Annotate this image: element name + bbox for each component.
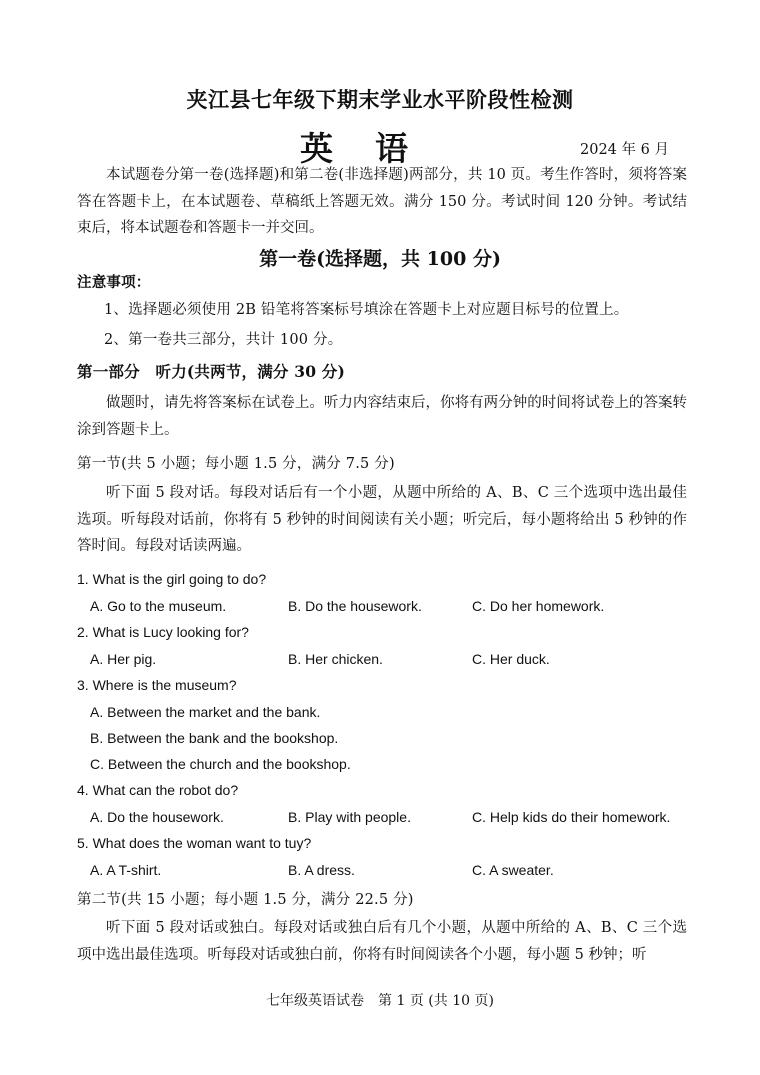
section2-heading: 第二节(共 15 小题；每小题 1.5 分，满分 22.5 分): [77, 892, 414, 908]
section1-heading: 第一节(共 5 小题；每小题 1.5 分，满分 7.5 分): [77, 456, 395, 472]
exam-title: 夹江县七年级下期末学业水平阶段性检测: [186, 87, 574, 112]
question-2-option-c: C. Her duck.: [472, 651, 550, 667]
question-4-option-a: A. Do the housework.: [90, 809, 224, 825]
notice-item-1: 1、选择题必须使用 2B 铅笔将答案标号填涂在答题卡上对应题目标号的位置上。: [104, 302, 629, 318]
question-4-option-c: C. Help kids do their homework.: [472, 809, 671, 825]
question-1-option-b: B. Do the housework.: [288, 598, 422, 614]
exam-date: 2024 年 6 月: [580, 142, 669, 158]
question-2-option-b: B. Her chicken.: [288, 651, 383, 667]
question-3-option-c: C. Between the church and the bookshop.: [90, 756, 351, 772]
question-1-option-c: C. Do her homework.: [472, 598, 605, 614]
question-2-stem: 2. What is Lucy looking for?: [77, 624, 249, 640]
question-5-option-b: B. A dress.: [288, 862, 355, 878]
question-5-stem: 5. What does the woman want to tuy?: [77, 835, 312, 851]
question-4-option-b: B. Play with people.: [288, 809, 411, 825]
question-5-option-a: A. A T-shirt.: [90, 862, 162, 878]
part1-heading: 第一部分 听力(共两节，满分 30 分): [77, 362, 346, 381]
question-1-option-a: A. Go to the museum.: [90, 598, 227, 614]
question-4-stem: 4. What can the robot do?: [77, 782, 239, 798]
notice-item-2: 2、第一卷共三部分，共计 100 分。: [104, 332, 343, 348]
question-5-option-c: C. A sweater.: [472, 862, 554, 878]
section2-instruction: 听下面 5 段对话或独白。每段对话或独白后有几个小题，从题中所给的 A、B、C 三个选项中选出最佳选项。听每段对话或独白前，你将有时间阅读各个小题，每小题 5 秒钟；听: [77, 920, 687, 963]
question-1-stem: 1. What is the girl going to do?: [77, 571, 267, 587]
section1-instruction: 听下面 5 段对话。每段对话后有一个小题，从题中所给的 A、B、C 三个选项中选出最佳选项。听每段对话前，你将有 5 秒钟的时间阅读有关小题；听完后，每小题将给出 5 秒钟的作答时间。每段对话读两遍。: [77, 485, 687, 554]
page-footer: 七年级英语试卷 第 1 页 (共 10 页): [266, 993, 494, 1009]
subject-title: 英语: [300, 129, 450, 168]
question-3-option-a: A. Between the market and the bank.: [90, 704, 321, 720]
notice-heading: 注意事项：: [77, 274, 151, 291]
question-3-option-b: B. Between the bank and the bookshop.: [90, 730, 339, 746]
question-2-option-a: A. Her pig.: [90, 651, 157, 667]
question-3-stem: 3. Where is the museum?: [77, 677, 237, 693]
volume-title: 第一卷(选择题，共 100 分): [259, 248, 501, 270]
part1-instruction: 做题时，请先将答案标在试卷上。听力内容结束后，你将有两分钟的时间将试卷上的答案转涂到答题卡上。: [77, 395, 687, 438]
intro-paragraph: 本试题卷分第一卷(选择题)和第二卷(非选择题)两部分，共 10 页。考生作答时，须将答案答在答题卡上，在本试题卷、草稿纸上答题无效。满分 150 分。考试时间 120 分钟。考试结束后，将本试题卷和答题卡一并交回。: [77, 167, 687, 236]
